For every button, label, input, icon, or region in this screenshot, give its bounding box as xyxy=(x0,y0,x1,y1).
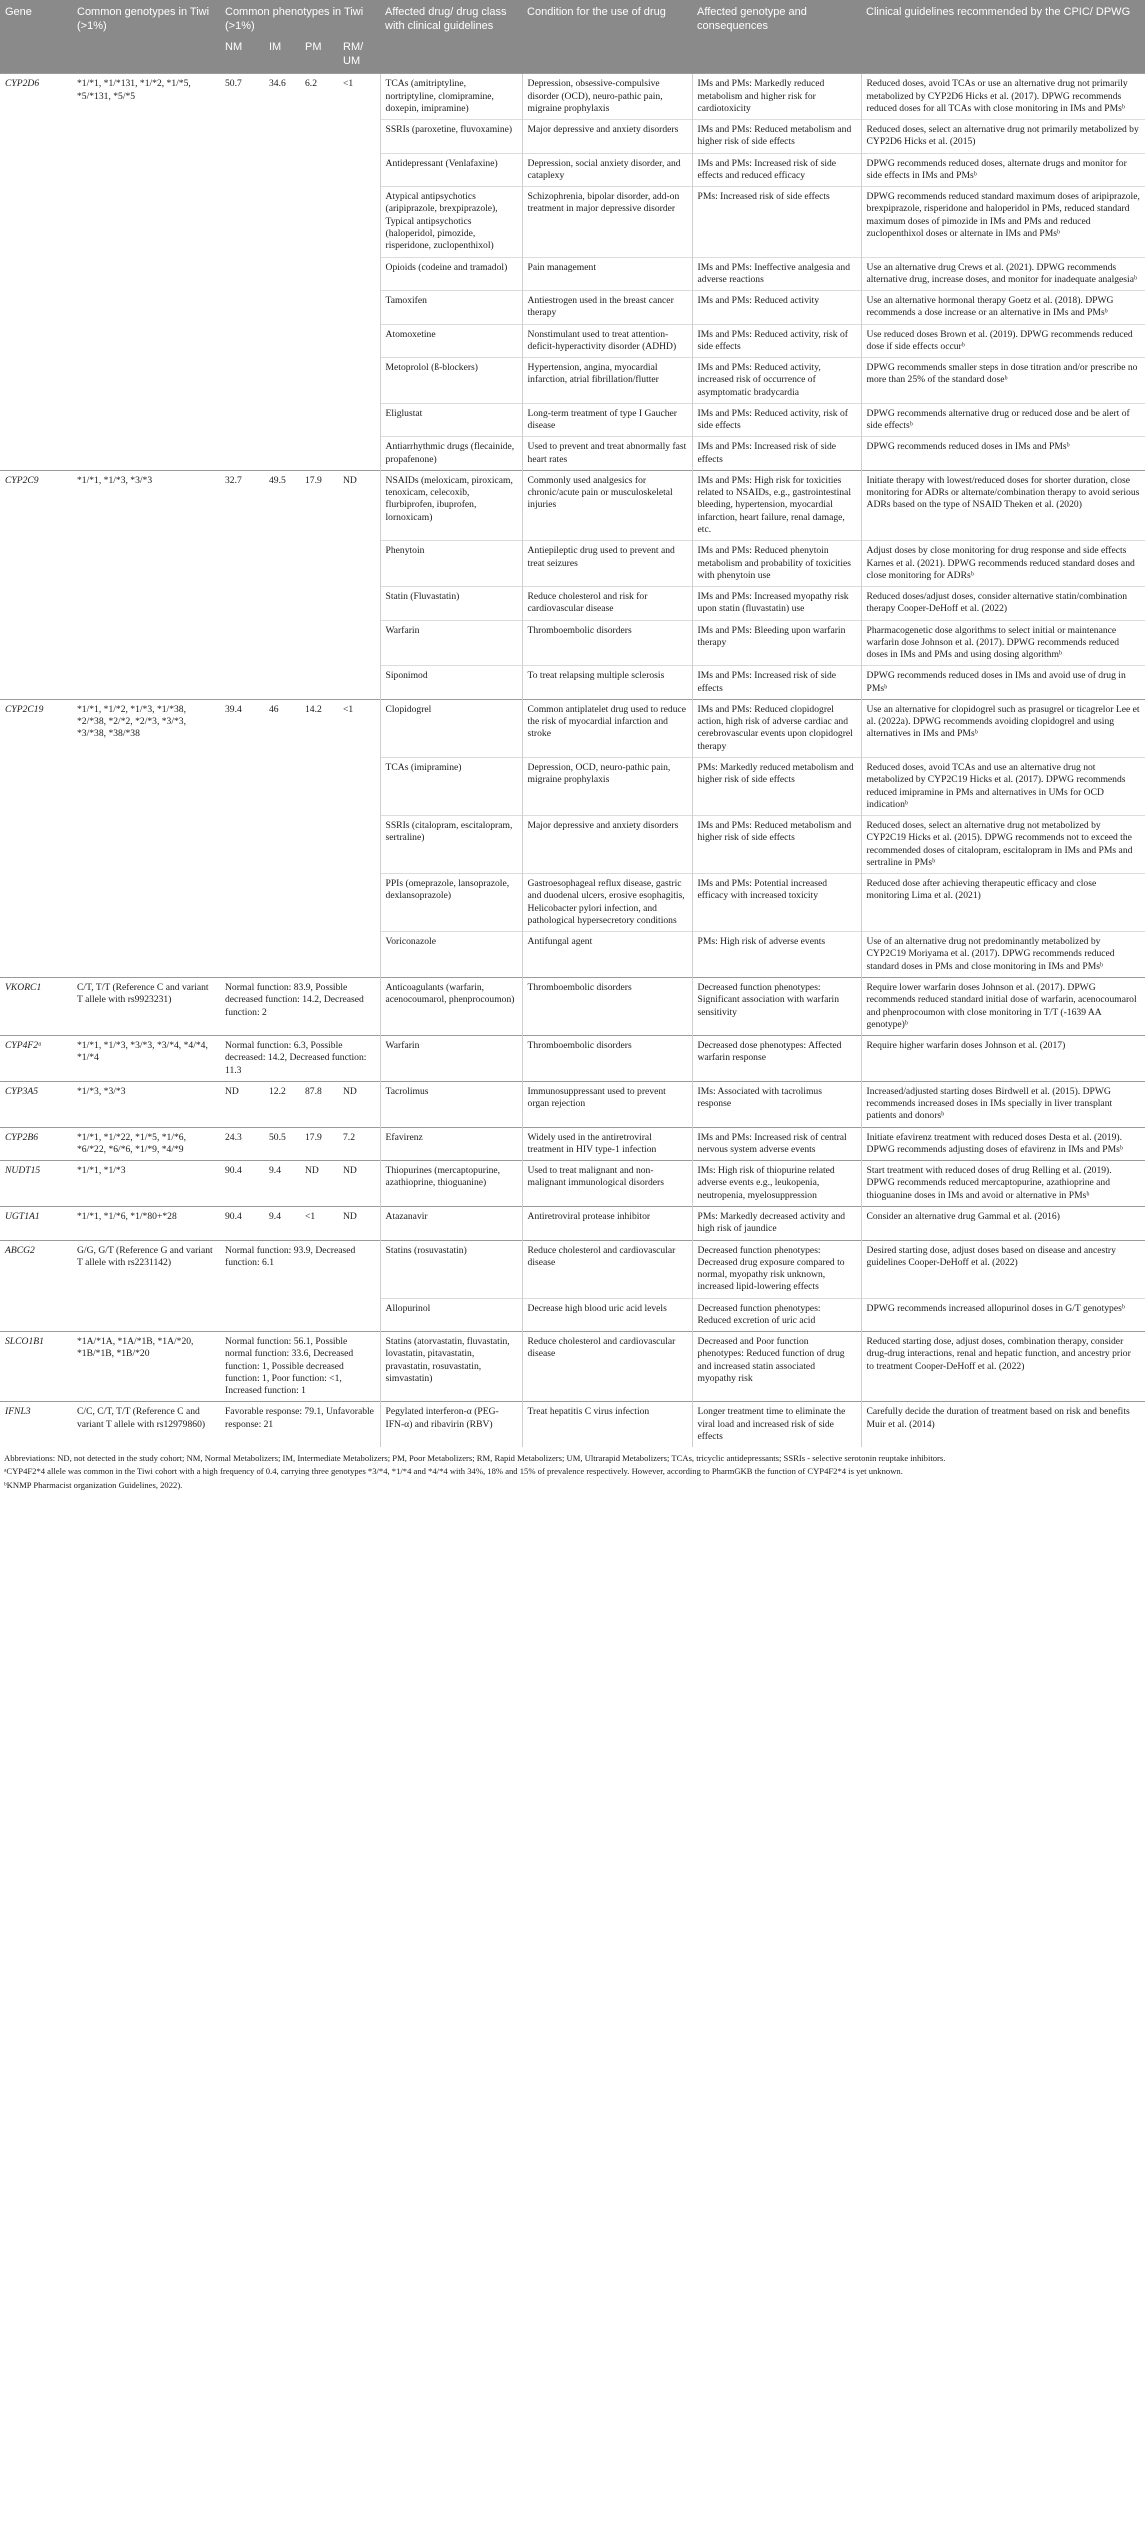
drug-cell: Efavirenz xyxy=(380,1127,522,1161)
guideline-cell: Increased/adjusted starting doses Birdwell et al. (2015). DPWG recommends increased doses in IMs specially in liver transplant patients and donorsᵇ xyxy=(861,1081,1145,1127)
nm-cell: 90.4 xyxy=(220,1161,264,1207)
guideline-cell: DPWG recommends reduced standard maximum doses of aripiprazole, brexpiprazole, risperidone and haloperidol in PMs, reduced standard maximum doses of pimozide in IMs and PMs and reduced zuclopenthixol doses or alternate in IMs and PMsᵇ xyxy=(861,187,1145,257)
guideline-cell: Desired starting dose, adjust doses based on disease and ancestry guidelines Cooper-DeHoff et al. (2022) xyxy=(861,1240,1145,1298)
drug-cell: NSAIDs (meloxicam, piroxicam, tenoxicam, celecoxib, flurbiprofen, ibuprofen, lornoxicam) xyxy=(380,470,522,540)
table-row xyxy=(0,1332,1145,1402)
condition-cell: Schizophrenia, bipolar disorder, add-on treatment in major depressive disorder xyxy=(522,187,692,257)
guideline-cell: DPWG recommends reduced doses, alternate drugs and monitor for side effects in IMs and PMsᵇ xyxy=(861,153,1145,187)
consequence-cell: PMs: High risk of adverse events xyxy=(692,932,861,978)
drug-cell: Allopurinol xyxy=(380,1298,522,1332)
drug-cell: Warfarin xyxy=(380,1036,522,1082)
condition-cell: Long-term treatment of type I Gaucher disease xyxy=(522,403,692,437)
condition-cell: Hypertension, angina, myocardial infarction, atrial fibrillation/flutter xyxy=(522,358,692,404)
drug-cell: Warfarin xyxy=(380,620,522,666)
phenotype-cell: Normal function: 83.9, Possible decreased function: 14.2, Decreased function: 2 xyxy=(220,977,380,1035)
pm-cell: 87.8 xyxy=(300,1081,338,1127)
consequence-cell: IMs: Associated with tacrolimus response xyxy=(692,1081,861,1127)
drug-cell: Metoprolol (ß-blockers) xyxy=(380,358,522,404)
col-genotypes-header: Common genotypes in Tiwi (>1%) xyxy=(72,0,220,74)
drug-cell: Phenytoin xyxy=(380,541,522,587)
nm-cell: 24.3 xyxy=(220,1127,264,1161)
table-row xyxy=(0,1036,1145,1082)
condition-cell: Antiretroviral protease inhibitor xyxy=(522,1206,692,1240)
table-row xyxy=(0,1127,1145,1161)
condition-cell: Antiepileptic drug used to prevent and treat seizures xyxy=(522,541,692,587)
drug-cell: Siponimod xyxy=(380,666,522,700)
gene-cell: UGT1A1 xyxy=(0,1206,72,1240)
rmum-cell: 7.2 xyxy=(338,1127,380,1161)
consequence-cell: IMs and PMs: Bleeding upon warfarin therapy xyxy=(692,620,861,666)
nm-cell: 90.4 xyxy=(220,1206,264,1240)
col-pm-header: PM xyxy=(300,38,338,74)
condition-cell: Used to prevent and treat abnormally fast heart rates xyxy=(522,437,692,471)
im-cell: 50.5 xyxy=(264,1127,300,1161)
pm-cell: 6.2 xyxy=(300,74,338,471)
drug-cell: Eliglustat xyxy=(380,403,522,437)
consequence-cell: IMs and PMs: Reduced activity, risk of side effects xyxy=(692,324,861,358)
gene-cell: CYP2D6 xyxy=(0,74,72,471)
consequence-cell: Longer treatment time to eliminate the viral load and increased risk of side effects xyxy=(692,1402,861,1447)
drug-cell: Atomoxetine xyxy=(380,324,522,358)
guideline-cell: Use reduced doses Brown et al. (2019). DPWG recommends reduced dose if side effects occurᵇ xyxy=(861,324,1145,358)
guideline-cell: Start treatment with reduced doses of drug Relling et al. (2019). DPWG recommends reduced mercaptopurine, azathioprine and thioguanine doses in IMs and avoid or alternative in PMsᵇ xyxy=(861,1161,1145,1207)
consequence-cell: IMs and PMs: Reduced activity, increased risk of occurrence of asymptomatic bradycardia xyxy=(692,358,861,404)
gene-cell: IFNL3 xyxy=(0,1402,72,1447)
nm-cell: 39.4 xyxy=(220,699,264,977)
drug-cell: Statins (atorvastatin, fluvastatin, lovastatin, pitavastatin, pravastatin, rosuvastatin, simvastatin) xyxy=(380,1332,522,1402)
guideline-cell: Use an alternative drug Crews et al. (2021). DPWG recommends alternative drug, increase doses, and monitor for inadequate analgesiaᵇ xyxy=(861,257,1145,291)
condition-cell: Reduce cholesterol and cardiovascular disease xyxy=(522,1240,692,1298)
drug-cell: Clopidogrel xyxy=(380,699,522,757)
im-cell: 12.2 xyxy=(264,1081,300,1127)
drug-cell: Antiarrhythmic drugs (flecainide, propafenone) xyxy=(380,437,522,471)
drug-cell: Pegylated interferon-α (PEG-IFN-α) and ribavirin (RBV) xyxy=(380,1402,522,1447)
rmum-cell: <1 xyxy=(338,699,380,977)
guideline-cell: Reduced doses, select an alternative drug not primarily metabolized by CYP2D6 Hicks et al. (2015) xyxy=(861,120,1145,154)
guideline-cell: Use an alternative hormonal therapy Goetz et al. (2018). DPWG recommends a dose increase or an alternative in IMs and PMsᵇ xyxy=(861,291,1145,325)
genotypes-cell: *1/*1, *1/*3, *3/*3, *3/*4, *4/*4, *1/*4 xyxy=(72,1036,220,1082)
guideline-cell: Reduced doses, avoid TCAs and use an alternative drug not metabolized by CYP2C19 Hicks et al. (2017). DPWG recommends reduced imipramine in PMs and alternatives in UMs for OCD indicationᵇ xyxy=(861,758,1145,816)
guideline-cell: Reduced doses/adjust doses, consider alternative statin/combination therapy Cooper-DeHoff et al. (2022) xyxy=(861,587,1145,621)
drug-cell: Antidepressant (Venlafaxine) xyxy=(380,153,522,187)
condition-cell: To treat relapsing multiple sclerosis xyxy=(522,666,692,700)
consequence-cell: Decreased function phenotypes: Decreased drug exposure compared to normal, myopathy risk unknown, increased lipid-lowering effects xyxy=(692,1240,861,1298)
genotypes-cell: *1/*3, *3/*3 xyxy=(72,1081,220,1127)
consequence-cell: IMs and PMs: High risk for toxicities related to NSAIDs, e.g., gastrointestinal bleeding, hypertension, myocardial infarction, heart failure, renal damage, etc. xyxy=(692,470,861,540)
pm-cell: ND xyxy=(300,1161,338,1207)
drug-cell: Tacrolimus xyxy=(380,1081,522,1127)
table-row xyxy=(0,1206,1145,1240)
consequence-cell: IMs and PMs: Increased risk of side effects xyxy=(692,666,861,700)
condition-cell: Immunosuppressant used to prevent organ rejection xyxy=(522,1081,692,1127)
guideline-cell: Use an alternative for clopidogrel such as prasugrel or ticagrelor Lee et al. (2022a). DPWG recommends avoiding clopidogrel and using alternatives in IMs and PMsᵇ xyxy=(861,699,1145,757)
guideline-cell: Initiate therapy with lowest/reduced doses for shorter duration, close monitoring for ADRs or alternate/combination therapy to avoid serious ADRs based on the type of NSAID Theken et al. (2020) xyxy=(861,470,1145,540)
footnote-a: ᵃCYP4F2*4 allele was common in the Tiwi cohort with a high frequency of 0.4, carrying three genotypes *3/*4, *1/*4 and *4/*4 with 34%, 18% and 15% of prevalence respectively. However, according to PharmGKB the function of CYP4F2*4 is yet unknown. xyxy=(4,1466,903,1477)
condition-cell: Depression, social anxiety disorder, and cataplexy xyxy=(522,153,692,187)
guideline-cell: Reduced starting dose, adjust doses, combination therapy, consider drug-drug interactions, renal and hepatic function, and ancestry prior to treatment Cooper-DeHoff et al. (2022) xyxy=(861,1332,1145,1402)
consequence-cell: IMs and PMs: Increased risk of central nervous system adverse events xyxy=(692,1127,861,1161)
phenotype-cell: Normal function: 6.3, Possible decreased: 14.2, Decreased function: 11.3 xyxy=(220,1036,380,1082)
consequence-cell: IMs and PMs: Increased risk of side effects xyxy=(692,437,861,471)
rmum-cell: <1 xyxy=(338,74,380,471)
consequence-cell: IMs and PMs: Reduced metabolism and higher risk of side effects xyxy=(692,816,861,874)
consequence-cell: IMs and PMs: Reduced phenytoin metabolism and probability of toxicities with phenytoin use xyxy=(692,541,861,587)
col-phenotypes-header: Common phenotypes in Tiwi (>1%) xyxy=(220,0,380,38)
condition-cell: Antifungal agent xyxy=(522,932,692,978)
consequence-cell: Decreased and Poor function phenotypes: Reduced function of drug and increased statin associated myopathy risk xyxy=(692,1332,861,1402)
drug-cell: Atypical antipsychotics (aripiprazole, brexpiprazole), Typical antipsychotics (haloperidol, pimozide, risperidone, zuclopenthixol) xyxy=(380,187,522,257)
im-cell: 34.6 xyxy=(264,74,300,471)
gene-cell: ABCG2 xyxy=(0,1240,72,1332)
condition-cell: Pain management xyxy=(522,257,692,291)
im-cell: 9.4 xyxy=(264,1206,300,1240)
drug-cell: TCAs (amitriptyline, nortriptyline, clomipramine, doxepin, imipramine) xyxy=(380,74,522,120)
condition-cell: Thromboembolic disorders xyxy=(522,620,692,666)
table-body xyxy=(0,74,1145,1447)
condition-cell: Major depressive and anxiety disorders xyxy=(522,120,692,154)
condition-cell: Nonstimulant used to treat attention-deficit-hyperactivity disorder (ADHD) xyxy=(522,324,692,358)
condition-cell: Thromboembolic disorders xyxy=(522,1036,692,1082)
drug-cell: Statin (Fluvastatin) xyxy=(380,587,522,621)
gene-cell: CYP2C9 xyxy=(0,470,72,699)
phenotype-cell: Normal function: 56.1, Possible normal function: 33.6, Decreased function: 1, Possible decreased function: 1, Poor function: <1, Increased function: 1 xyxy=(220,1332,380,1402)
col-drug-header: Affected drug/ drug class with clinical guidelines xyxy=(380,0,522,74)
consequence-cell: PMs: Markedly decreased activity and high risk of jaundice xyxy=(692,1206,861,1240)
guideline-cell: DPWG recommends alternative drug or reduced dose and be alert of side effectsᵇ xyxy=(861,403,1145,437)
col-consequence-header: Affected genotype and consequences xyxy=(692,0,861,74)
table-row xyxy=(0,1240,1145,1298)
gene-cell: NUDT15 xyxy=(0,1161,72,1207)
col-nm-header: NM xyxy=(220,38,264,74)
gene-cell: CYP3A5 xyxy=(0,1081,72,1127)
col-gene-header: Gene xyxy=(0,0,72,74)
drug-cell: Anticoagulants (warfarin, acenocoumarol, phenprocoumon) xyxy=(380,977,522,1035)
col-condition-header: Condition for the use of drug xyxy=(522,0,692,74)
gene-cell: VKORC1 xyxy=(0,977,72,1035)
genotypes-cell: *1/*1, *1/*2, *1/*3, *1/*38, *2/*38, *2/*2, *2/*3, *3/*3, *3/*38, *38/*38 xyxy=(72,699,220,977)
table-row xyxy=(0,1402,1145,1447)
pm-cell: <1 xyxy=(300,1206,338,1240)
pm-cell: 14.2 xyxy=(300,699,338,977)
guideline-cell: Adjust doses by close monitoring for drug response and side effects Karnes et al. (2021). DPWG recommends reduced standard doses and close monitoring for ADRsᵇ xyxy=(861,541,1145,587)
rmum-cell: ND xyxy=(338,1081,380,1127)
consequence-cell: PMs: Markedly reduced metabolism and higher risk of side effects xyxy=(692,758,861,816)
drug-cell: Thiopurines (mercaptopurine, azathioprine, thioguanine) xyxy=(380,1161,522,1207)
condition-cell: Used to treat malignant and non-malignant immunological disorders xyxy=(522,1161,692,1207)
footnote-abbreviations: Abbreviations: ND, not detected in the study cohort; NM, Normal Metabolizers; IM, Intermediate Metabolizers; PM, Poor Metabolizers; RM, Rapid Metabolizers; UM, Ultrarapid Metabolizers; TCAs, tricyclic antidepressants; SSRIs - selective serotonin reuptake inhibitors. xyxy=(4,1453,946,1464)
drug-cell: PPIs (omeprazole, lansoprazole, dexlansoprazole) xyxy=(380,874,522,932)
genotypes-cell: *1/*1, *1/*22, *1/*5, *1/*6, *6/*22, *6/*6, *1/*9, *4/*9 xyxy=(72,1127,220,1161)
condition-cell: Common antiplatelet drug used to reduce the risk of myocardial infarction and stroke xyxy=(522,699,692,757)
consequence-cell: IMs and PMs: Increased myopathy risk upon statin (fluvastatin) use xyxy=(692,587,861,621)
consequence-cell: PMs: Increased risk of side effects xyxy=(692,187,861,257)
guideline-cell: Pharmacogenetic dose algorithms to select initial or maintenance warfarin dose Johnson et al. (2017). DPWG recommends reduced doses in IMs and PMs and using dosing algorithmᵇ xyxy=(861,620,1145,666)
genotypes-cell: *1/*1, *1/*6, *1/*80+*28 xyxy=(72,1206,220,1240)
drug-cell: SSRIs (citalopram, escitalopram, sertraline) xyxy=(380,816,522,874)
consequence-cell: Decreased dose phenotypes: Affected warfarin response xyxy=(692,1036,861,1082)
guideline-cell: DPWG recommends reduced doses in IMs and avoid use of drug in PMsᵇ xyxy=(861,666,1145,700)
pm-cell: 17.9 xyxy=(300,1127,338,1161)
consequence-cell: IMs and PMs: Potential increased efficacy with increased toxicity xyxy=(692,874,861,932)
genotypes-cell: *1/*1, *1/*131, *1/*2, *1/*5, *5/*131, *5/*5 xyxy=(72,74,220,471)
guideline-cell: Reduced doses, select an alternative drug not metabolized by CYP2C19 Hicks et al. (2015). DPWG recommends not to exceed the recommended doses of citalopram, escitalopram in IMs and PMs and sertraline in PMsᵇ xyxy=(861,816,1145,874)
gene-cell: CYP2C19 xyxy=(0,699,72,977)
table-row xyxy=(0,1081,1145,1127)
genotypes-cell: *1/*1, *1/*3 xyxy=(72,1161,220,1207)
genotypes-cell: C/T, T/T (Reference C and variant T allele with rs9923231) xyxy=(72,977,220,1035)
condition-cell: Depression, obsessive-compulsive disorder (OCD), neuro-pathic pain, migraine prophylaxis xyxy=(522,74,692,120)
table-footnotes xyxy=(0,1447,1145,1491)
table-row xyxy=(0,74,1145,120)
consequence-cell: IMs and PMs: Increased risk of side effects and reduced efficacy xyxy=(692,153,861,187)
im-cell: 9.4 xyxy=(264,1161,300,1207)
header-row xyxy=(0,0,1145,38)
pm-cell: 17.9 xyxy=(300,470,338,699)
guideline-cell: Carefully decide the duration of treatment based on risk and benefits Muir et al. (2014) xyxy=(861,1402,1145,1447)
consequence-cell: Decreased function phenotypes: Reduced excretion of uric acid xyxy=(692,1298,861,1332)
consequence-cell: IMs and PMs: Reduced activity, risk of side effects xyxy=(692,403,861,437)
im-cell: 49.5 xyxy=(264,470,300,699)
gene-cell: CYP2B6 xyxy=(0,1127,72,1161)
consequence-cell: IMs and PMs: Reduced clopidogrel action, high risk of adverse cardiac and cerebrovascular events upon clopidogrel therapy xyxy=(692,699,861,757)
table-row xyxy=(0,1161,1145,1207)
condition-cell: Decrease high blood uric acid levels xyxy=(522,1298,692,1332)
table-row xyxy=(0,699,1145,757)
gene-cell: SLCO1B1 xyxy=(0,1332,72,1402)
drug-cell: Atazanavir xyxy=(380,1206,522,1240)
genotypes-cell: C/C, C/T, T/T (Reference C and variant T allele with rs12979860) xyxy=(72,1402,220,1447)
col-guidelines-header: Clinical guidelines recommended by the CPIC/ DPWG xyxy=(861,0,1145,74)
guideline-cell: Use of an alternative drug not predominantly metabolized by CYP2C19 Moriyama et al. (2017). DPWG recommends reduced standard doses in PMs and close monitoring in IMs and PMsᵇ xyxy=(861,932,1145,978)
nm-cell: 50.7 xyxy=(220,74,264,471)
consequence-cell: IMs and PMs: Markedly reduced metabolism and higher risk for cardiotoxicity xyxy=(692,74,861,120)
footnote-b: ᵇKNMP Pharmacist organization Guidelines, 2022). xyxy=(4,1479,183,1490)
guideline-cell: Consider an alternative drug Gammal et al. (2016) xyxy=(861,1206,1145,1240)
drug-cell: Statins (rosuvastatin) xyxy=(380,1240,522,1298)
condition-cell: Treat hepatitis C virus infection xyxy=(522,1402,692,1447)
condition-cell: Widely used in the antiretroviral treatment in HIV type-1 infection xyxy=(522,1127,692,1161)
nm-cell: 32.7 xyxy=(220,470,264,699)
condition-cell: Reduce cholesterol and cardiovascular disease xyxy=(522,1332,692,1402)
condition-cell: Major depressive and anxiety disorders xyxy=(522,816,692,874)
guideline-cell: Reduced doses, avoid TCAs or use an alternative drug not primarily metabolized by CYP2D6 Hicks et al. (2017). DPWG recommends reduced doses for all TCAs with close monitoring in IMs and PMsᵇ xyxy=(861,74,1145,120)
condition-cell: Commonly used analgesics for chronic/acute pain or musculoskeletal injuries xyxy=(522,470,692,540)
phenotype-cell: Favorable response: 79.1, Unfavorable response: 21 xyxy=(220,1402,380,1447)
guideline-cell: DPWG recommends smaller steps in dose titration and/or prescribe no more than 25% of the standard doseᵇ xyxy=(861,358,1145,404)
consequence-cell: Decreased function phenotypes: Significant association with warfarin sensitivity xyxy=(692,977,861,1035)
col-im-header: IM xyxy=(264,38,300,74)
condition-cell: Antiestrogen used in the breast cancer therapy xyxy=(522,291,692,325)
consequence-cell: IMs: High risk of thiopurine related adverse events e.g., leukopenia, neutropenia, myelosuppression xyxy=(692,1161,861,1207)
rmum-cell: ND xyxy=(338,470,380,699)
nm-cell: ND xyxy=(220,1081,264,1127)
genotypes-cell: G/G, G/T (Reference G and variant T allele with rs2231142) xyxy=(72,1240,220,1332)
condition-cell: Gastroesophageal reflux disease, gastric and duodenal ulcers, erosive esophagitis, Helicobacter pylori infection, and pathological hypersecretory conditions xyxy=(522,874,692,932)
rmum-cell: ND xyxy=(338,1206,380,1240)
drug-cell: Voriconazole xyxy=(380,932,522,978)
condition-cell: Reduce cholesterol and risk for cardiovascular disease xyxy=(522,587,692,621)
guideline-cell: DPWG recommends reduced doses in IMs and PMsᵇ xyxy=(861,437,1145,471)
guideline-cell: Reduced dose after achieving therapeutic efficacy and close monitoring Lima et al. (2021) xyxy=(861,874,1145,932)
consequence-cell: IMs and PMs: Reduced metabolism and higher risk of side effects xyxy=(692,120,861,154)
drug-cell: SSRIs (paroxetine, fluvoxamine) xyxy=(380,120,522,154)
guideline-cell: DPWG recommends increased allopurinol doses in G/T genotypesᵇ xyxy=(861,1298,1145,1332)
col-rmum-header: RM/ UM xyxy=(338,38,380,74)
guideline-cell: Require higher warfarin doses Johnson et al. (2017) xyxy=(861,1036,1145,1082)
condition-cell: Depression, OCD, neuro-pathic pain, migraine prophylaxis xyxy=(522,758,692,816)
drug-cell: TCAs (imipramine) xyxy=(380,758,522,816)
consequence-cell: IMs and PMs: Reduced activity xyxy=(692,291,861,325)
im-cell: 46 xyxy=(264,699,300,977)
drug-cell: Tamoxifen xyxy=(380,291,522,325)
drug-cell: Opioids (codeine and tramadol) xyxy=(380,257,522,291)
consequence-cell: IMs and PMs: Ineffective analgesia and adverse reactions xyxy=(692,257,861,291)
guideline-cell: Initiate efavirenz treatment with reduced doses Desta et al. (2019). DPWG recommends adjusting doses of efavirenz in IMs and PMsᵇ xyxy=(861,1127,1145,1161)
table-row xyxy=(0,977,1145,1035)
gene-cell: CYP4F2ᵃ xyxy=(0,1036,72,1082)
phenotype-cell: Normal function: 93.9, Decreased function: 6.1 xyxy=(220,1240,380,1332)
genotypes-cell: *1A/*1A, *1A/*1B, *1A/*20, *1B/*1B, *1B/*20 xyxy=(72,1332,220,1402)
genotypes-cell: *1/*1, *1/*3, *3/*3 xyxy=(72,470,220,699)
table-row xyxy=(0,470,1145,540)
guideline-cell: Require lower warfarin doses Johnson et al. (2017). DPWG recommends reduced standard initial dose of warfarin, acenocoumarol and phenprocoumon with close monitoring in T/T (-1639 AA genotype)ᵇ xyxy=(861,977,1145,1035)
condition-cell: Thromboembolic disorders xyxy=(522,977,692,1035)
rmum-cell: ND xyxy=(338,1161,380,1207)
